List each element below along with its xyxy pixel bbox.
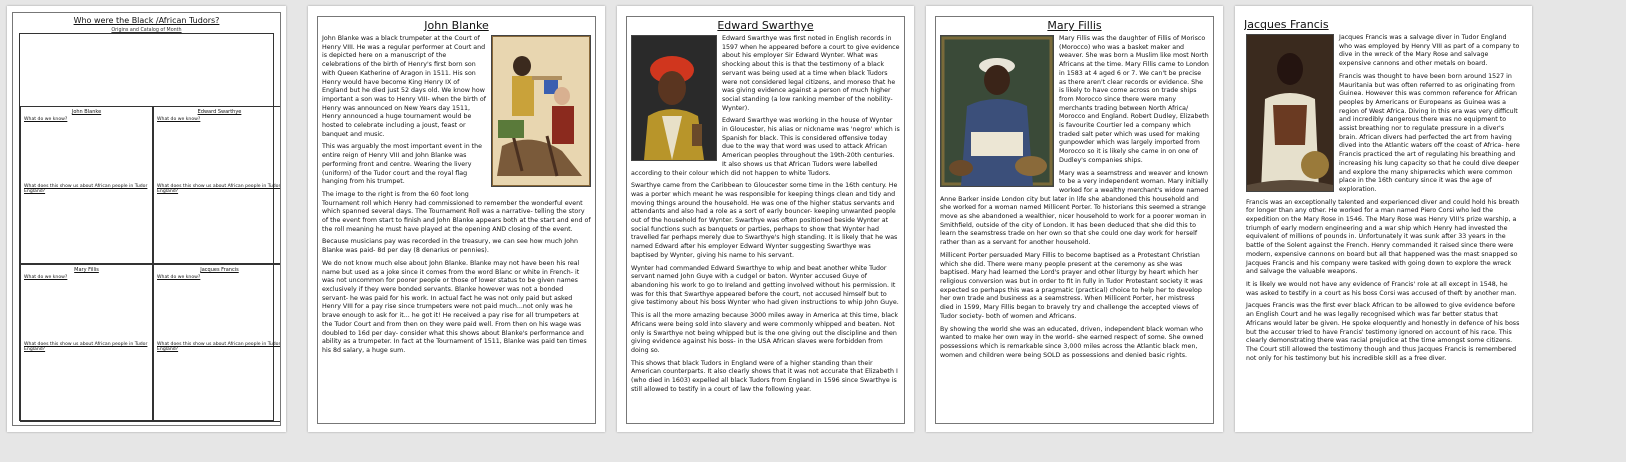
cell-john-blanke: [20, 106, 153, 264]
question-know: What do we know?: [157, 275, 201, 280]
para-1: Mary Fillis was the daughter of Fillis of Morisco (Morocco) who was a basket maker and weaver. She was born a Muslim like most North Africans at the time. Mary Fillis came to London in 1583 at 4 aged 6 or 7. We can't be precise as there aren't clear records or evidence. She is likely to have come across on trade ships from Morocco since there were many merchants trading between North Africa/ Morocco and England. Robert Dudley, Elizabeth is favourite Courtier led a company which traded salt peter which was used for making gunpowder which was largely imported from Morocco so it is likely she came in on one of Dudley's companies ships.: [1059, 35, 1209, 164]
para-1: John Blanke was a black trumpeter at the Court of Henry VIII. He was a regular performer at Court and is depicted here on a manuscript of the celebrations of the birth of Henry's first born son with Queen Katherine of Aragon in 1511. His son Henry would have become King Henry IX of England but he died just 52 days old. We know how important a son was to Henry VIII- when the birth of Henry was announced on New Years day 1511, Henry announced a huge tournament would be hosted to celebrate including a joust, feast or banquet and music.: [322, 35, 486, 138]
para-4: It is likely we would not have any evidence of Francis' role at all except in 1548, he was asked to testify in a court as his boss Corsi was accused of theft by another man.: [1246, 280, 1517, 297]
cell-title: Edward Swarthye: [197, 109, 242, 115]
page-border: [1244, 16, 1523, 424]
para-1: Jacques Francis was a salvage diver in Tudor England who was employed by Henry VIII as part of a company to dive in the wreck of the Mary Rose and salvage expensive cannons and other metals on board.: [1339, 34, 1520, 68]
para-4: Because musicians pay was recorded in the treasury, we can see how much John Blanke was paid- 8d per day (8 denarius or pennies).: [322, 238, 578, 255]
page-border: [935, 16, 1214, 424]
question-know: What do we know?: [24, 275, 68, 280]
para-1: Edward Swarthye was first noted in English records in 1597 when he appeared before a court to give evidence about his employer Sir Edward Wynter. What was shocking about this is that the testimony of a black servant was being used at a time when black Tudors were not considered legal citizens, and moreso that he was giving evidence against a person of much higher social standing (a low ranking member of the nobility- Wynter).: [722, 35, 900, 112]
page-mary-fillis: [926, 6, 1223, 432]
para-3: Swarthye came from the Caribbean to Gloucester some time in the 16th century. He was a porter which meant he was responsible for keeping things clean and tidy and moving things around the household. He was one of the higher status servants and attendants and also had a role as a sort of early bouncer- keeping unwanted people out of the household for Wynter. Swarthye was often positioned beside Wynter at social functions such as banquets or parties, perhaps to show that Wynter had travelled far perhaps merely due to Swarthye's high standing. It is likely that he was named Edward after his employer Edward Wynter suggesting Swarthye was baptised by Wynter, giving his name to his servant.: [631, 182, 898, 259]
para-3: Millicent Porter persuaded Mary Fillis to become baptised as a Protestant Christian which she did. There were many people present at the ceremony as she was baptised. Mary had learned the Lord's prayer and other liturgy by heart which her religious conversion was but in order to fit in fully in Tudor Protestant society it was expected so perhaps this was a pragmatic (practical) choice to help her to develop her own trade and business as a seamstress. When Millicent Porter, her mistress died in 1599, Mary Fillis began to bravely try and challenge the accepted views of Tudor society- both of women and Africans.: [940, 251, 1203, 320]
tournament-roll-illustration: [491, 35, 591, 187]
para-4: By showing the world she was an educated, driven, independent black woman who wanted to make her own way in the world- she earned respect of some. She owned possessions which is remarkable since 3,000 miles across the Atlantic black men, women and children were being SOLD as possessions and denied basic rights.: [940, 325, 1204, 359]
question-show: What does this show us about African people in Tudor England?: [157, 342, 281, 352]
page-jacques-francis: [1235, 6, 1532, 432]
page-border: [12, 12, 281, 426]
para-5: Jacques Francis was the first ever black African to be allowed to give evidence before an English Court and he was legally recognised which was far better status that Africans would later be given. He spoke eloquently and honestly in defence of his boss but the accuser tried to have Francis' testimony ignored on account of his race. This clearly demonstrating there was racial prejudice at the time amongst some citizens. The Court still allowed the testimony though and thus Jacques Francis is remembered not only for his testimony but his incredible skill as a free diver.: [1246, 302, 1520, 362]
para-2: Francis was thought to have been born around 1527 in Mauritania but was often referred to as originating from Guinea. However this was common reference for African peoples by Americans or Europeans as Guinea was a region of West Africa. Diving in this era was very difficult and incredibly dangerous there was no equipment to assist breathing nor to regulate pressure in a diver's brain. African divers had perfected the art from having dived into the Atlantic waters off the coast of Africa- here Francis practiced the art of regulating his breathing and increasing his lung capacity so that he could dive deeper and explore the many shipwrecks which were common place in the 16th century since it was the age of exploration.: [1339, 72, 1520, 193]
para-2: Mary was a seamstress and weaver and known to be a very independent woman. Mary initially worked for a wealthy merchant's widow named Anne Barker inside London city but later in life she abandoned this household and she worked for a woman named Millicent Porter. To historians this seemed a strange move as she abandoned a wealthier, nicer household to work for a poorer woman in Smithfield, outside of the city of London. It has been deduced that she did this to learn the seamstress trade on her own so that she could one day work for herself rather than as a servant for another household.: [940, 169, 1209, 247]
para-3: The image to the right is from the 60 foot long Tournament roll which Henry had commissioned to remember the wonderful event which spanned several days. The Tournament Roll was a narrative- telling the story of the event from start to finish and John Blanke appears both at the start and end of the roll meaning he must have played at the opening AND closing of the event.: [322, 190, 591, 233]
swarthye-portrait: [631, 35, 717, 161]
page-worksheet: [7, 6, 286, 432]
question-show: What does this show us about African people in Tudor England?: [24, 184, 148, 194]
para-3: Francis was an exceptionally talented and experienced diver and could hold his breath for longer than any other. He worked for a man named Piero Corsi who led the expedition on the Mary Rose in 1546. The Mary Rose was Henry VIII's prize warship, a triumph of early modern engineering and a war ship which Henry had invested the equivalent of millions of pounds in. Unfortunately it was sunk after 33 years in the battle of the Solent against the French. Henry commanded it raised since there were modern, expensive cannons on board but all that happened was the mast snapped so Jacques Francis and his company were tasked with going down to explore the wreck and salvage the valuable weapons.: [1246, 198, 1520, 276]
question-know: What do we know?: [24, 117, 68, 122]
cell-mary-fillis: [20, 264, 153, 422]
cell-title: Mary Fillis: [74, 267, 99, 273]
question-show: What does this show us about African people in Tudor England?: [157, 184, 281, 194]
page-border: [626, 16, 905, 424]
cell-edward-swarthye: [153, 106, 281, 264]
page-edward-swarthye: [617, 6, 914, 432]
mary-fillis-portrait: [940, 35, 1054, 187]
para-4: Wynter had commanded Edward Swarthye to whip and beat another white Tudor servant named John Guye with a cudgel or baton. Wynter accused Guye of abandoning his work to go to Ireland and getting involved without his permission. It was for this that Swarthye appeared before the court, not accused himself but to give testimony about his boss Wynter who had given instructions to whip John Guye.: [631, 264, 899, 307]
worksheet-grid: [19, 33, 281, 421]
cell-title: John Blanke: [71, 109, 102, 115]
question-show: What does this show us about African people in Tudor England?: [24, 342, 148, 352]
para-5: We do not know much else about John Blanke. Blanke may not have been his real name but used as a joke since it comes from the word Blanc or white in French- it was not uncommon for poorer people or those of lower status to be given names exclusively if they were bonded servants. Blanke however was not a bonded servant- he was paid for his work. In actual fact he was not only paid but asked Henry VIII for a pay rise since trumpeters were not paid much...not only was he brave enough to ask for it... he got it! He received a pay rise for all trumpeters at the Tudor Court and from then on they were paid well. From then on his wage was doubled to 16d per day- consider what this shows about Blanke's performance and ability as a trumpeter. In fact at the Tournament of 1511, Blanke was paid ten times his 8d salary, a huge sum.: [322, 259, 587, 354]
page-john-blanke: [308, 6, 605, 432]
jacques-francis-portrait: [1246, 34, 1334, 192]
page-title: John Blanke: [424, 19, 489, 32]
para-2: This was arguably the most important event in the entire reign of Henry VIII and John Blanke was performing front and centre. Wearing the livery (uniform) of the Tudor court and the royal flag hanging from his trumpet.: [322, 143, 483, 186]
para-2: Edward Swarthye was working in the house of Wynter in Gloucester, his alias or nickname was 'negro' which is Spanish for black. This is considered offensive today due to the way that word was used to attack African American peoples throughout the 19th-20th centuries. It also shows us that African Tudors were labelled according to their colour which did not happen to white Tudors.: [631, 117, 900, 177]
question-know: What do we know?: [157, 117, 201, 122]
cell-title: Jacques Francis: [200, 267, 239, 273]
para-6: This shows that black Tudors in England were of a higher standing than their American counterparts. It also clearly shows that it was not accurate that Elizabeth I (who died in 1603) expelled all black Tudors from England in 1596 since Swarthye is still allowed to testify in a court of law the following year.: [631, 359, 898, 393]
page-title: Jacques Francis: [1244, 18, 1329, 31]
cell-jacques-francis: [153, 264, 281, 422]
para-5: This is all the more amazing because 3000 miles away in America at this time, black Africans were being sold into slavery and were commonly whipped and beaten. Not only is Swarthye not being whipped but is the one giving out the discipline and then giving evidence against his boss- in the USA African slaves were forbidden from doing so.: [631, 312, 899, 354]
page-border: [317, 16, 596, 424]
subtitle: Origins and Catalog of Month: [111, 28, 182, 33]
page-title: Mary Fillis: [1047, 19, 1102, 32]
page-title: Who were the Black /African Tudors?: [73, 16, 220, 25]
page-title: Edward Swarthye: [717, 19, 814, 32]
